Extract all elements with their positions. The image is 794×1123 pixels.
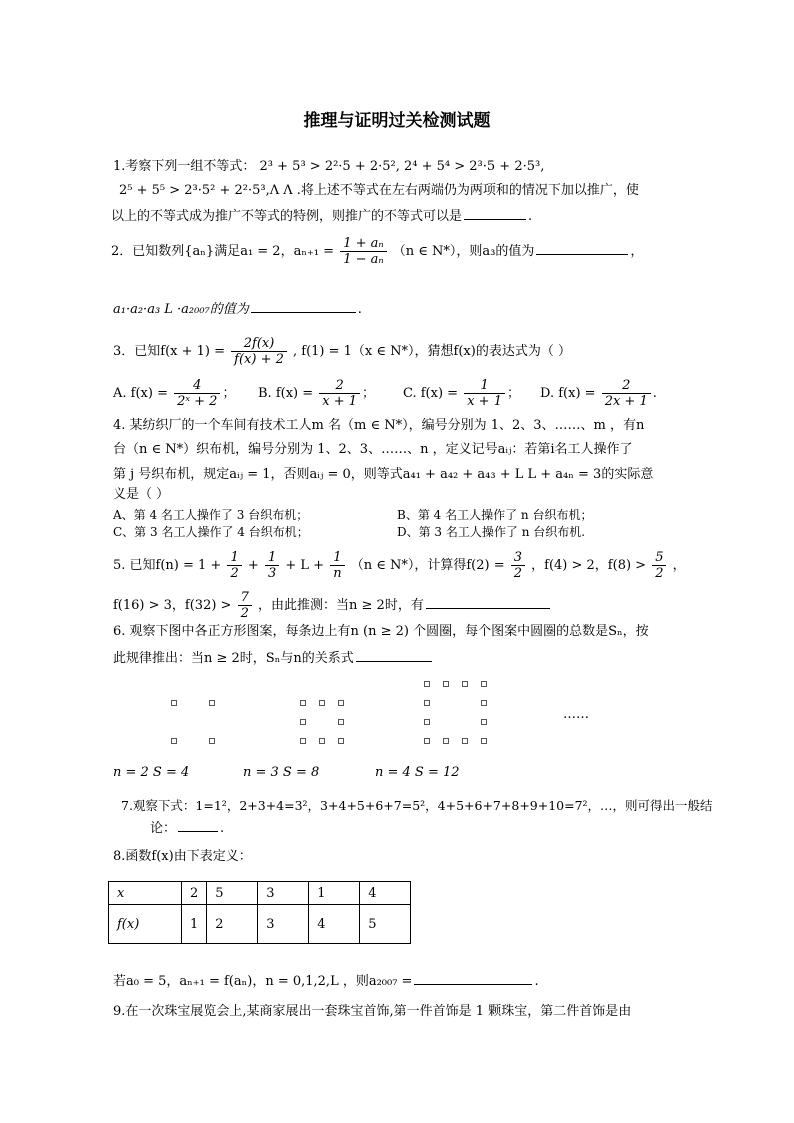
circle-dot bbox=[209, 738, 215, 744]
q1-answer-blank[interactable] bbox=[464, 205, 526, 220]
q3-option-c-pre: C. f(x) = bbox=[403, 386, 459, 401]
circle-dot bbox=[300, 700, 306, 706]
q3-option-b-fraction bbox=[319, 378, 360, 409]
q2-line-1 bbox=[111, 236, 643, 267]
q7-line-2-text: 论： bbox=[150, 821, 177, 836]
q3-option-c-fraction bbox=[464, 378, 505, 409]
q3-line-1 bbox=[113, 336, 571, 367]
pattern-caption-n4: n = 4 S = 12 bbox=[375, 765, 460, 780]
q5-frac-third bbox=[265, 550, 279, 581]
q4-option-a[interactable]: A、第 4 名工人操作了 3 台织布机； bbox=[113, 508, 309, 522]
table-cell: f(x) bbox=[109, 905, 182, 944]
q3-option-b-post: ； bbox=[362, 386, 376, 401]
q5-frac-5-2 bbox=[652, 550, 666, 581]
q4-line-2: 台（n ∈ N*）织布机，编号分别为 1、2、3、……、n ，定义记号aᵢⱼ：若第i名工人操作了 bbox=[113, 442, 633, 457]
q5-plus-1: + bbox=[247, 558, 259, 573]
q5-text-a: 5. 已知f(n) = 1 + bbox=[113, 558, 222, 573]
q5-line-2-text-b: ，由此推测：当n ≥ 2时，有 bbox=[258, 598, 424, 613]
q3-option-a-den: 2ˣ + 2 bbox=[177, 394, 218, 409]
q5-frac-half-num: 1 bbox=[227, 550, 241, 566]
q7-line-2 bbox=[150, 817, 224, 839]
q2-line-2-end: . bbox=[357, 302, 362, 317]
q3-option-c-post: ； bbox=[506, 386, 520, 401]
circle-dot bbox=[462, 681, 468, 687]
q2-text-c: ， bbox=[630, 244, 644, 259]
table-cell: 3 bbox=[258, 905, 309, 944]
q8-line-1: 8.函数f(x)由下表定义： bbox=[113, 849, 252, 864]
q5-frac-half-den: 2 bbox=[230, 566, 239, 581]
q5-line-2 bbox=[113, 590, 552, 621]
q8-line-2-text: 若a₀ = 5，aₙ₊₁ = f(aₙ)，n = 0,1,2,L ，则a₂₀₀₇ = bbox=[113, 974, 413, 989]
table-cell: 1 bbox=[182, 905, 207, 944]
table-cell: 3 bbox=[258, 882, 309, 905]
q5-frac-7-2-num: 7 bbox=[238, 590, 252, 606]
q8-answer-blank[interactable] bbox=[414, 970, 532, 985]
q5-frac-5-2-num: 5 bbox=[652, 550, 666, 566]
table-cell: 5 bbox=[360, 905, 411, 944]
q1-line-3-end: . bbox=[528, 209, 533, 224]
q5-frac-7-2-den: 2 bbox=[240, 606, 249, 621]
function-table bbox=[108, 881, 411, 944]
q5-line-1 bbox=[113, 550, 686, 581]
circle-dot bbox=[300, 738, 306, 744]
circle-dot bbox=[481, 700, 487, 706]
q2-frac-den: 1 − aₙ bbox=[343, 252, 384, 267]
q4-line-4: 义是（ ） bbox=[113, 487, 170, 502]
q3-option-d-num: 2 bbox=[602, 378, 651, 394]
q3-text-a: 3．已知f(x + 1) = bbox=[113, 344, 226, 359]
q8-line-2-end: . bbox=[534, 974, 539, 989]
q6-answer-blank[interactable] bbox=[356, 647, 432, 662]
q2-answer-blank-1[interactable] bbox=[536, 240, 628, 255]
table-cell: 5 bbox=[207, 882, 258, 905]
q7-line-2-end: . bbox=[220, 821, 225, 836]
q4-option-c[interactable]: C、第 3 名工人操作了 4 台织布机； bbox=[113, 525, 309, 539]
table-cell: 2 bbox=[207, 905, 258, 944]
q3-option-d-den: 2x + 1 bbox=[604, 394, 648, 409]
circle-dot bbox=[424, 700, 430, 706]
table-row-fx bbox=[109, 905, 411, 944]
page-title: 推理与证明过关检测试题 bbox=[303, 111, 491, 131]
circle-dot bbox=[443, 738, 449, 744]
circle-dot bbox=[424, 738, 430, 744]
q2-line-2-text: a₁·a₂·a₃ L ·a₂₀₀₇的值为 bbox=[113, 302, 249, 317]
q3-frac-num: 2f(x) bbox=[231, 336, 287, 352]
circle-dot bbox=[424, 719, 430, 725]
q5-frac-5-2-den: 2 bbox=[655, 566, 664, 581]
q5-text-d: ， bbox=[672, 558, 686, 573]
q2-fraction bbox=[340, 236, 386, 267]
q3-option-d-fraction bbox=[602, 378, 651, 409]
q3-fraction bbox=[231, 336, 287, 367]
circle-dot bbox=[481, 681, 487, 687]
q6-line-1: 6. 观察下图中各正方形图案，每条边上有n (n ≥ 2) 个圆圈，每个图案中圆圈的总数是Sₙ，按 bbox=[113, 624, 649, 639]
pattern-caption-n2: n = 2 S = 4 bbox=[113, 765, 190, 780]
q5-frac-1-over-n-den: n bbox=[333, 566, 342, 581]
q3-option-b-num: 2 bbox=[319, 378, 360, 394]
q5-plus-2: + L + bbox=[285, 558, 325, 573]
q3-option-d[interactable] bbox=[540, 378, 657, 409]
q2-text-b: （n ∈ N*），则a₃的值为 bbox=[392, 244, 535, 259]
q3-option-a-num: 4 bbox=[174, 378, 220, 394]
q3-option-c-num: 1 bbox=[464, 378, 505, 394]
circle-dot bbox=[338, 719, 344, 725]
pattern-ellipsis: …… bbox=[563, 707, 589, 722]
q7-line-1: 7.观察下式：1=1²，2+3+4=3²，3+4+5+6+7=5²，4+5+6+7+8+9+10=7²，…，则可得出一般结 bbox=[121, 798, 713, 813]
circle-dot bbox=[171, 738, 177, 744]
q3-option-a[interactable] bbox=[113, 378, 235, 409]
pattern-caption-n3: n = 3 S = 8 bbox=[243, 765, 320, 780]
q3-option-c[interactable] bbox=[403, 378, 520, 409]
q3-text-b: , f(1) = 1（x ∈ N*），猜想f(x)的表达式为（ ） bbox=[293, 344, 571, 359]
q4-line-1: 4. 某纺织厂的一个车间有技术工人m 名（m ∈ N*），编号分别为 1、2、3、……、m ，有n bbox=[113, 418, 645, 433]
table-cell: 1 bbox=[309, 882, 360, 905]
q5-text-c: ，f(4) > 2，f(8) > bbox=[531, 558, 647, 573]
circle-dot bbox=[319, 738, 325, 744]
circle-dot bbox=[300, 719, 306, 725]
q3-option-b[interactable] bbox=[258, 378, 375, 409]
table-cell: 4 bbox=[309, 905, 360, 944]
q5-frac-3-2 bbox=[511, 550, 525, 581]
q5-frac-3-2-den: 2 bbox=[513, 566, 523, 581]
table-cell: x bbox=[109, 882, 182, 905]
q5-frac-1-over-n bbox=[330, 550, 344, 581]
q3-option-a-fraction bbox=[174, 378, 220, 409]
q5-frac-7-2 bbox=[238, 590, 252, 621]
q1-line-2: 2⁵ + 5⁵ > 2³·5² + 2²·5³,Λ Λ .将上述不等式在左右两端仍为两项和的情况下加以推广，使 bbox=[119, 183, 639, 198]
table-cell: 2 bbox=[182, 882, 207, 905]
circle-dot bbox=[462, 738, 468, 744]
q8-line-2 bbox=[113, 970, 539, 992]
q7-answer-blank[interactable] bbox=[178, 817, 218, 832]
circle-dot bbox=[424, 681, 430, 687]
q5-frac-3-2-num: 3 bbox=[511, 550, 525, 566]
q3-option-b-pre: B. f(x) = bbox=[258, 386, 314, 401]
q3-option-c-den: x + 1 bbox=[467, 394, 502, 409]
circle-dot bbox=[319, 700, 325, 706]
q2-line-2 bbox=[113, 298, 362, 320]
circle-dot bbox=[443, 681, 449, 687]
q3-option-b-den: x + 1 bbox=[322, 394, 358, 409]
q6-line-2 bbox=[113, 647, 434, 669]
circle-dot bbox=[481, 719, 487, 725]
circle-dot bbox=[338, 738, 344, 744]
q5-answer-blank[interactable] bbox=[426, 594, 550, 609]
q3-option-d-post: . bbox=[652, 386, 657, 401]
q5-text-b: （n ∈ N*），计算得f(2) = bbox=[350, 558, 505, 573]
q2-answer-blank-2[interactable] bbox=[251, 298, 356, 313]
q9-line-1: 9.在一次珠宝展览会上,某商家展出一套珠宝首饰,第一件首饰是 1 颗珠宝，第二件首饰是由 bbox=[113, 1004, 632, 1019]
q3-frac-den: f(x) + 2 bbox=[234, 352, 284, 367]
q4-option-b[interactable]: B、第 4 名工人操作了 n 台织布机； bbox=[397, 508, 593, 522]
q5-line-2-text: f(16) > 3，f(32) > bbox=[113, 598, 232, 613]
q2-frac-num: 1 + aₙ bbox=[340, 236, 386, 252]
circle-dot bbox=[481, 738, 487, 744]
q6-line-2-text: 此规律推出：当n ≥ 2时，Sₙ与n的关系式 bbox=[113, 651, 354, 666]
q5-frac-third-den: 3 bbox=[267, 566, 277, 581]
q5-frac-half bbox=[227, 550, 241, 581]
table-row-x bbox=[109, 882, 411, 905]
q3-option-d-pre: D. f(x) = bbox=[540, 386, 596, 401]
q1-line-3-text: 以上的不等式成为推广不等式的特例，则推广的不等式可以是 bbox=[111, 209, 463, 224]
q5-frac-1-over-n-num: 1 bbox=[330, 550, 344, 566]
q2-text-a: 2．已知数列{aₙ}满足a₁ = 2，aₙ₊₁ = bbox=[111, 244, 335, 259]
q4-line-3: 第 j 号织布机，规定aᵢⱼ = 1，否则aᵢⱼ = 0，则等式a₄₁ + a₄₂ + a₄₃ + L L + a₄ₙ = 3的实际意 bbox=[113, 467, 654, 482]
q4-option-d[interactable]: D、第 3 名工人操作了 n 台织布机. bbox=[397, 525, 586, 539]
circle-dot bbox=[171, 700, 177, 706]
q1-line-1: 1.考察下列一组不等式： 2³ + 5³ > 2²·5 + 2·5², 2⁴ + 5⁴ > 2³·5 + 2·5³, bbox=[113, 159, 545, 174]
q3-option-a-post: ； bbox=[222, 386, 236, 401]
q1-line-3 bbox=[111, 205, 532, 227]
circle-dot bbox=[338, 700, 344, 706]
q5-frac-third-num: 1 bbox=[265, 550, 279, 566]
q3-option-a-pre: A. f(x) = bbox=[113, 386, 168, 401]
circle-dot bbox=[209, 700, 215, 706]
table-cell: 4 bbox=[360, 882, 411, 905]
